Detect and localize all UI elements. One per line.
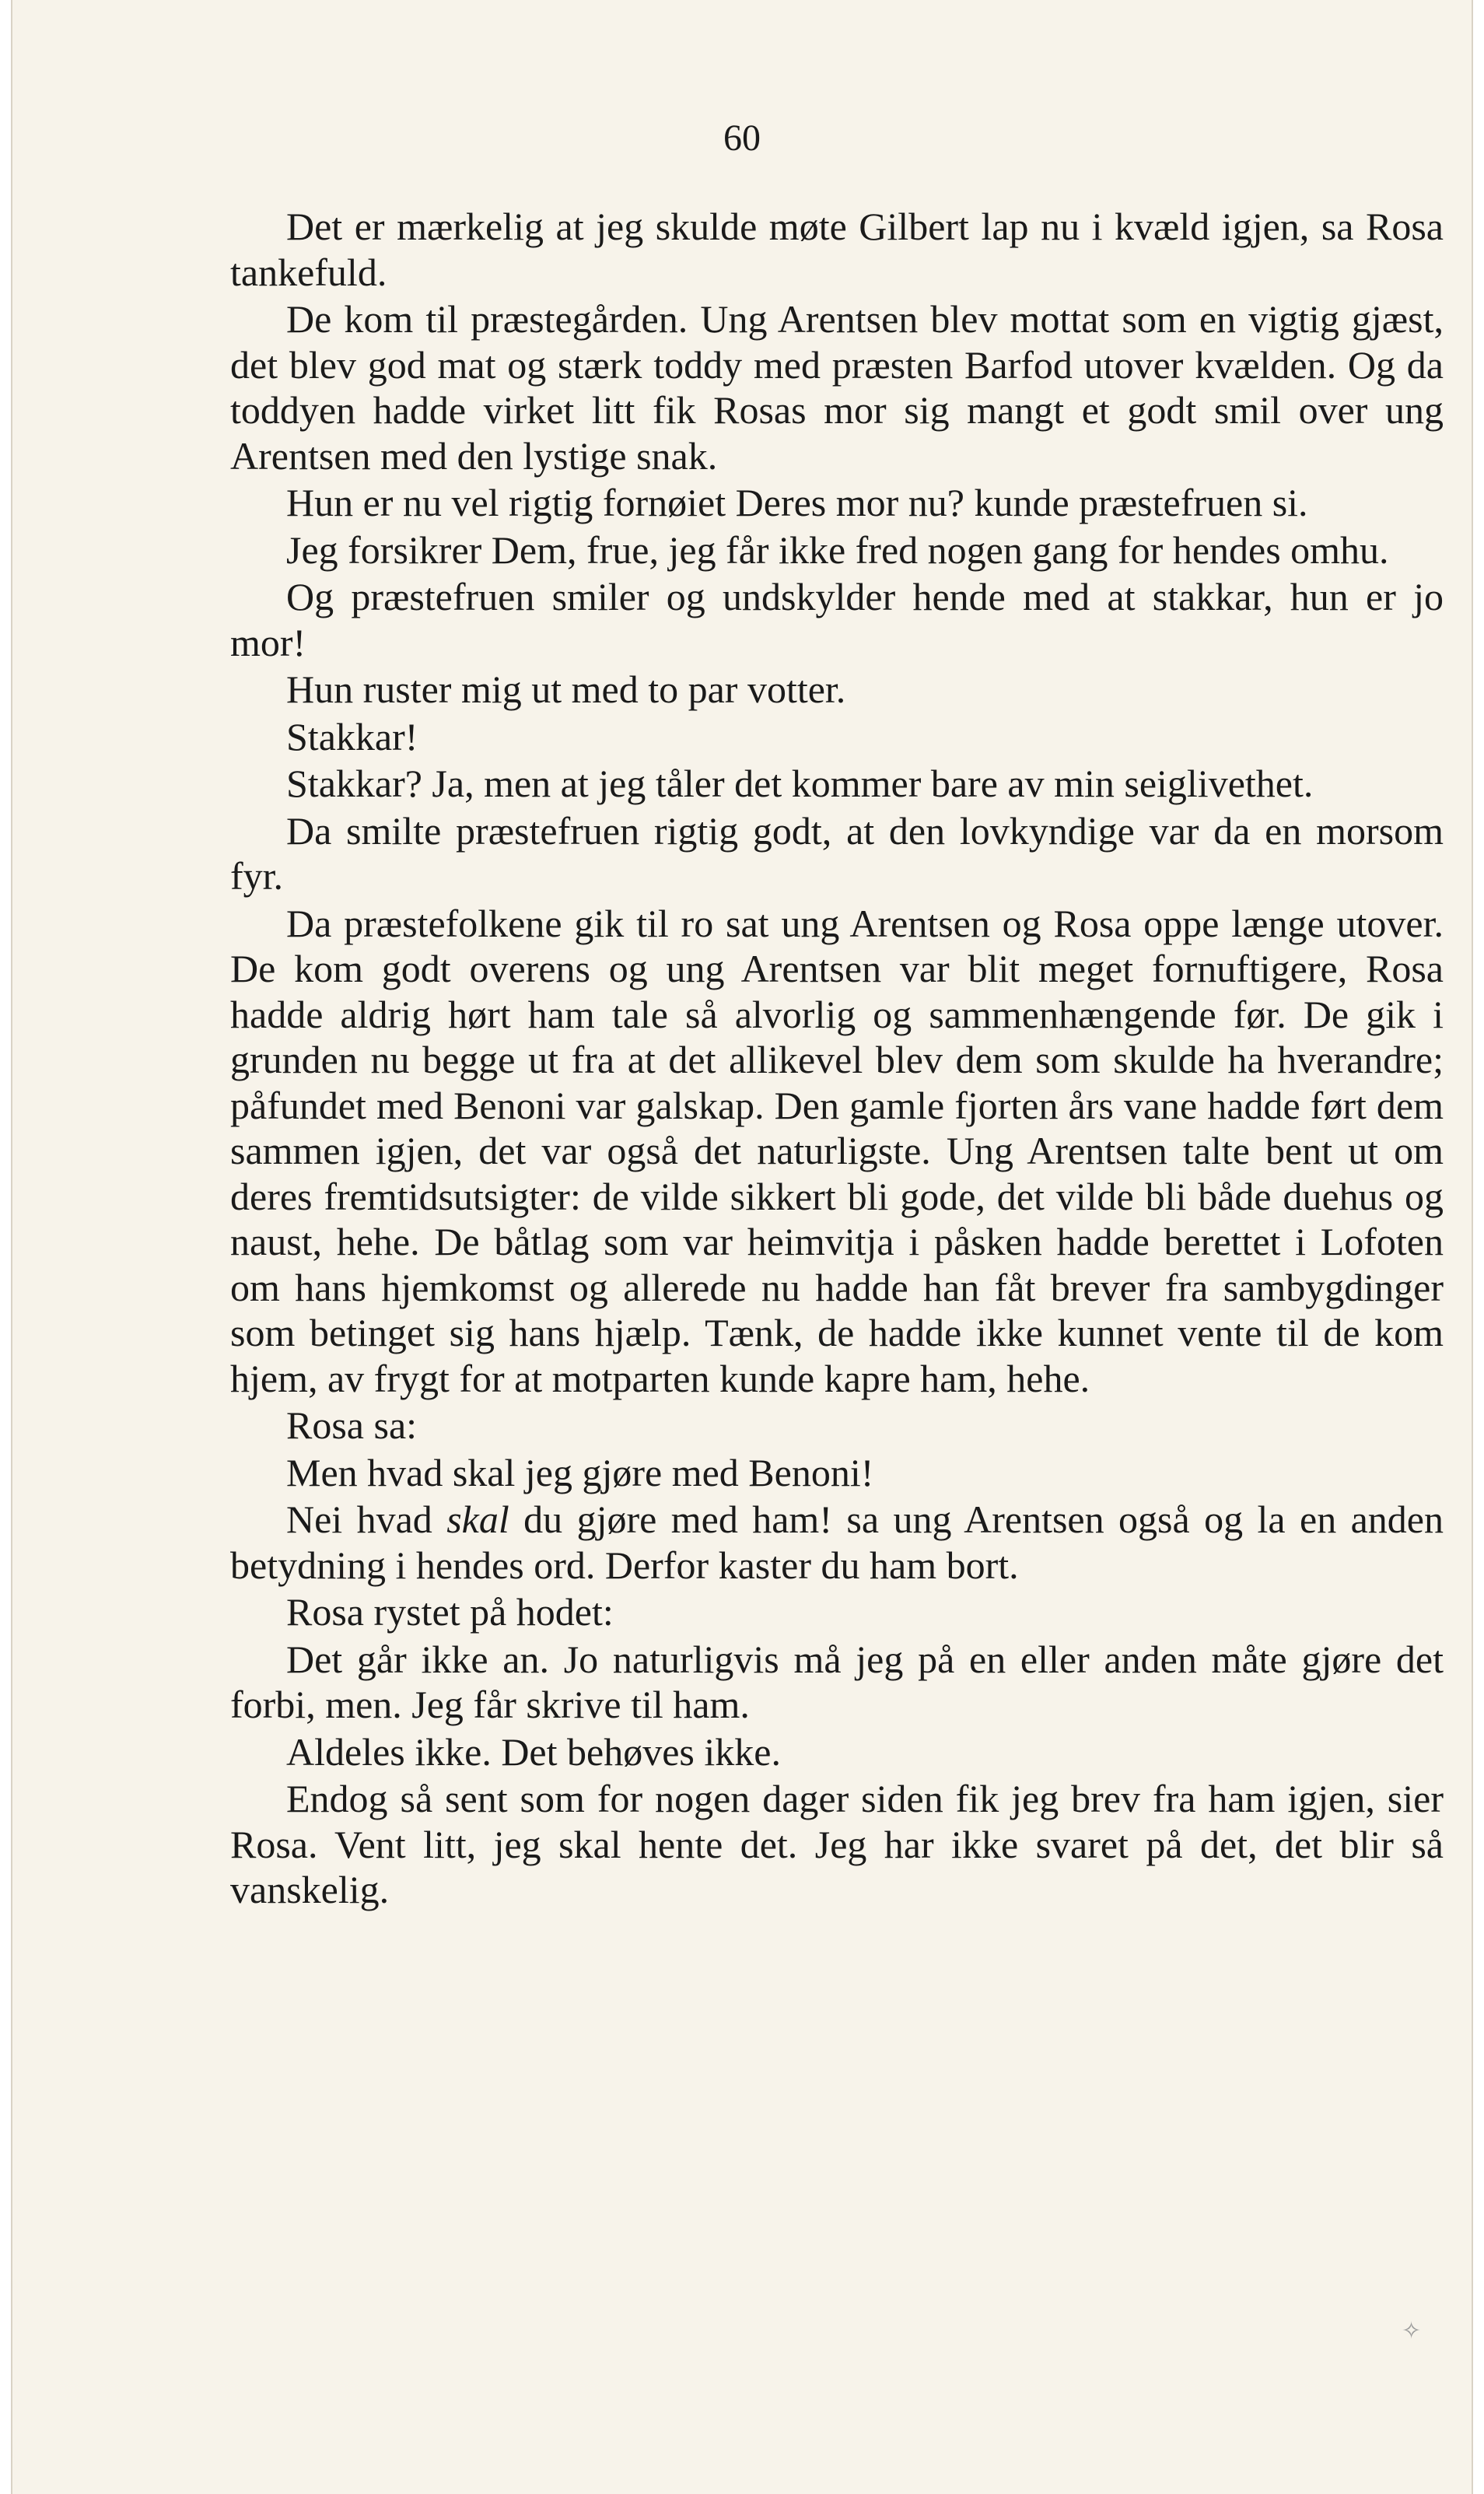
body-text — [230, 204, 1444, 1914]
paragraph: Hun ruster mig ut med to par votter. — [286, 667, 846, 711]
paragraph-with-emphasis — [230, 1497, 1444, 1588]
text-run: du gjøre med ham! sa ung Arentsen også og la en anden betydning i hendes ord. Derfor kaster du ham bort. — [230, 1497, 1444, 1587]
paragraph: Det går ikke an. Jo naturligvis må jeg på en eller anden måte gjøre det forbi, men. Jeg får skrive til ham. — [230, 1637, 1444, 1726]
paragraph: Stakkar? Ja, men at jeg tåler det kommer bare av min seiglivethet. — [286, 762, 1314, 805]
paper-speck-mark: ✧ — [1402, 2317, 1422, 2345]
paragraph: Og præstefruen smiler og undskylder hende med at stakkar, hun er jo mor! — [230, 575, 1444, 664]
paragraph: Men hvad skal jeg gjøre med Benoni! — [286, 1450, 874, 1494]
paragraph: Aldeles ikke. Det behøves ikke. — [286, 1729, 781, 1774]
paragraph: Da præstefolkene gik til ro sat ung Arentsen og Rosa oppe længe utover. De kom godt overens og ung Arentsen var blit meget fornuftigere, Rosa hadde aldrig hørt ham tale så alvorlig og sammenhængende før. De gik i grunden nu begge ut fra at det allikevel blev dem som skulde ha hverandre; påfundet med Benoni var galskap. Den gamle fjorten års vane hadde ført dem sammen igjen, det var også det naturligste. Ung Arentsen talte bent ut om deres fremtidsutsigter: de vilde sikkert bli gode, det vilde bli både duehus og naust, hehe. De båtlag som var heimvitja i påsken hadde berettet i Lofoten om hans hjemkomst og allerede nu hadde han fåt brever fra sambygdinger som betinget sig hans hjælp. Tænk, de hadde ikke kunnet vente til de kom hjem, av frygt for at motparten kunde kapre ham, hehe. — [230, 901, 1444, 1400]
paragraph: Stakkar! — [286, 714, 418, 758]
page-number: 60 — [723, 117, 761, 159]
paragraph: De kom til præstegården. Ung Arentsen blev mottat som en vigtig gjæst, det blev god mat og stærk toddy med præsten Barfod utover kvælden. Og da toddyen hadde virket litt fik Rosas mor sig mangt et godt smil over ung Arentsen med den lystige snak. — [230, 297, 1444, 478]
text-run: Nei hvad — [286, 1497, 447, 1541]
paragraph: Jeg forsikrer Dem, frue, jeg får ikke fred nogen gang for hendes omhu. — [286, 527, 1389, 572]
paragraph: Endog så sent som for nogen dager siden fik jeg brev fra ham igjen, sier Rosa. Vent litt, jeg skal hente det. Jeg har ikke svaret på det, det blir så vanskelig. — [230, 1777, 1444, 1911]
paragraph: Rosa rystet på hodet: — [286, 1590, 614, 1634]
paragraph: Da smilte præstefruen rigtig godt, at den lovkyndige var da en morsom fyr. — [230, 808, 1444, 898]
paragraph: Det er mærkelig at jeg skulde møte Gilbert lap nu i kvæld igjen, sa Rosa tankefuld. — [230, 205, 1444, 294]
paragraph: Hun er nu vel rigtig fornøiet Deres mor nu? kunde præstefruen si. — [286, 481, 1308, 524]
emphasized-word: skal — [446, 1497, 509, 1541]
book-page — [11, 0, 1473, 2494]
paragraph: Rosa sa: — [286, 1403, 418, 1447]
